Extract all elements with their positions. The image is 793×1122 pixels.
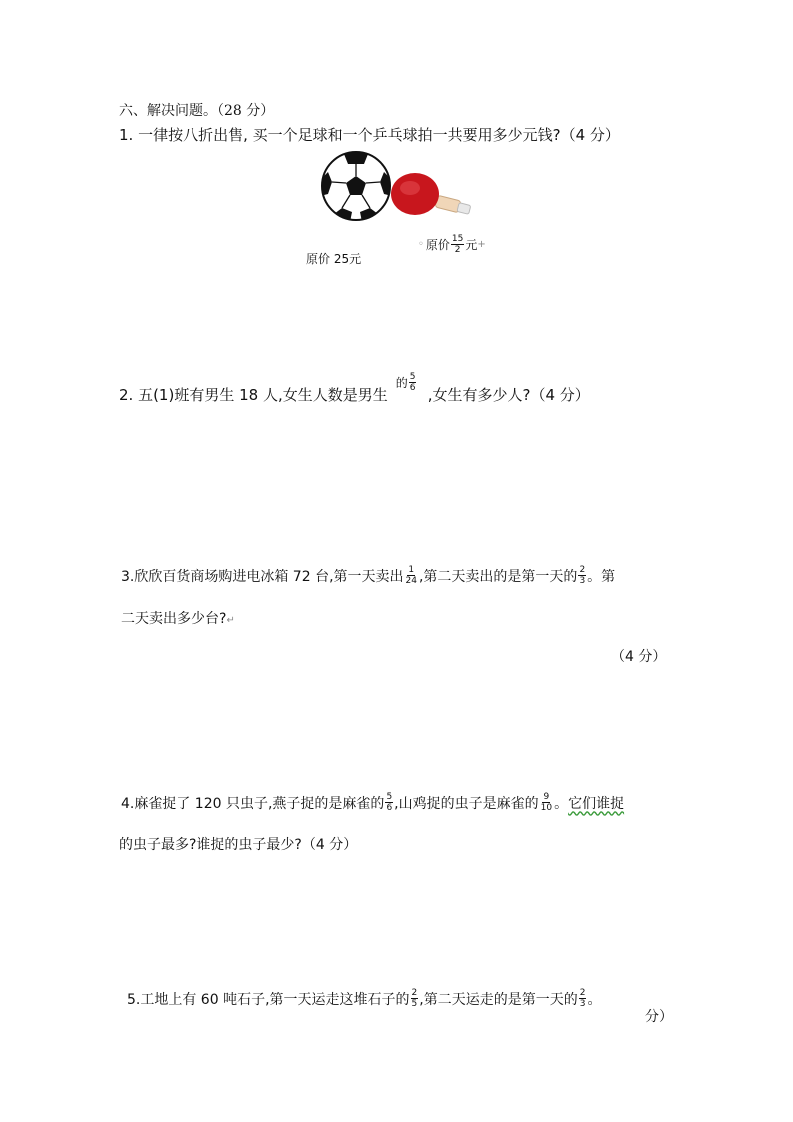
question-3-fraction-2 bbox=[578, 565, 586, 586]
question-2-fraction-group bbox=[388, 371, 428, 404]
return-mark-icon: ◦ bbox=[418, 239, 424, 250]
question-2-fraction-wrap bbox=[396, 372, 418, 393]
question-5-part-c: 。 bbox=[587, 991, 602, 1008]
question-4-wavy-text: 它们谁捉 bbox=[568, 795, 625, 812]
question-4-line-1 bbox=[121, 792, 624, 813]
paddle-return-mark: + bbox=[477, 239, 486, 250]
question-5-part-b: ,第二天运走的是第一天的 bbox=[419, 991, 578, 1008]
question-5-score-tail: 分） bbox=[645, 1009, 673, 1025]
section-title: 六、解决问题。（28 分） bbox=[119, 103, 275, 119]
question-4-part-c: 。 bbox=[554, 795, 569, 812]
football-image bbox=[320, 150, 392, 222]
question-1-text: 1. 一律按八折出售, 买一个足球和一个乒乓球拍一共要用多少元钱?（4 分） bbox=[119, 126, 620, 144]
fraction-denominator: 6 bbox=[409, 382, 416, 393]
fraction-numerator: 5 bbox=[409, 371, 416, 382]
fraction-numerator: 2 bbox=[579, 988, 586, 998]
fraction-numerator: 5 bbox=[386, 792, 393, 802]
fraction-numerator: 15 bbox=[451, 234, 464, 244]
question-2-fraction bbox=[409, 372, 417, 393]
question-5-part-a: 5.工地上有 60 吨石子,第一天运走这堆石子的 bbox=[127, 991, 410, 1008]
paddle-price-prefix: 原价 bbox=[425, 238, 450, 252]
fraction-denominator: 3 bbox=[579, 576, 586, 586]
question-3-line-2-text: 二天卖出多少台? bbox=[121, 611, 227, 627]
question-5-fraction-1 bbox=[411, 988, 419, 1009]
question-3-score: （4 分） bbox=[611, 649, 667, 665]
question-4-part-a: 4.麻雀捉了 120 只虫子,燕子捉的是麻雀的 bbox=[121, 795, 385, 812]
paddle-price-fraction bbox=[451, 234, 464, 255]
fraction-denominator: 5 bbox=[411, 999, 418, 1009]
question-4-line-2: 的虫子最多?谁捉的虫子最少?（4 分） bbox=[119, 837, 358, 853]
football-price-label: 原价 25元 bbox=[306, 252, 362, 266]
question-3-part-b: ,第二天卖出的是第一天的 bbox=[418, 568, 578, 585]
question-3-line-2 bbox=[121, 608, 235, 628]
question-3-part-c: 。第 bbox=[587, 568, 616, 585]
fraction-denominator: 24 bbox=[405, 576, 417, 586]
fraction-denominator: 2 bbox=[454, 245, 461, 255]
question-4-part-b: ,山鸡捉的虫子是麻雀的 bbox=[394, 795, 539, 812]
paddle-price-suffix: 元 bbox=[465, 238, 478, 252]
fraction-numerator: 2 bbox=[579, 565, 586, 575]
question-3-line-1 bbox=[121, 565, 615, 586]
ping-pong-paddle-image bbox=[388, 168, 474, 224]
question-5-line-1 bbox=[127, 988, 601, 1009]
fraction-denominator: 3 bbox=[579, 999, 586, 1009]
fraction-denominator: 6 bbox=[386, 803, 393, 813]
question-3-return-mark: ↵ bbox=[226, 615, 235, 626]
question-2-text bbox=[119, 371, 590, 405]
question-2-fraction-prefix: 的 bbox=[395, 375, 408, 390]
question-2-part-a: 2. 五(1)班有男生 18 人,女生人数是男生 bbox=[119, 386, 388, 404]
paddle-price-label bbox=[418, 234, 486, 255]
fraction-numerator: 2 bbox=[411, 988, 418, 998]
fraction-numerator: 9 bbox=[543, 792, 550, 802]
question-4-fraction-1 bbox=[385, 792, 393, 813]
question-5-fraction-2 bbox=[579, 988, 587, 1009]
question-4-fraction-2 bbox=[540, 792, 553, 813]
question-3-fraction-1 bbox=[405, 565, 418, 586]
question-3-part-a: 3.欣欣百货商场购进电冰箱 72 台,第一天卖出 bbox=[121, 568, 404, 585]
fraction-denominator: 10 bbox=[540, 803, 553, 813]
question-2-part-b: ,女生有多少人?（4 分） bbox=[427, 386, 590, 404]
fraction-numerator: 1 bbox=[408, 565, 415, 575]
